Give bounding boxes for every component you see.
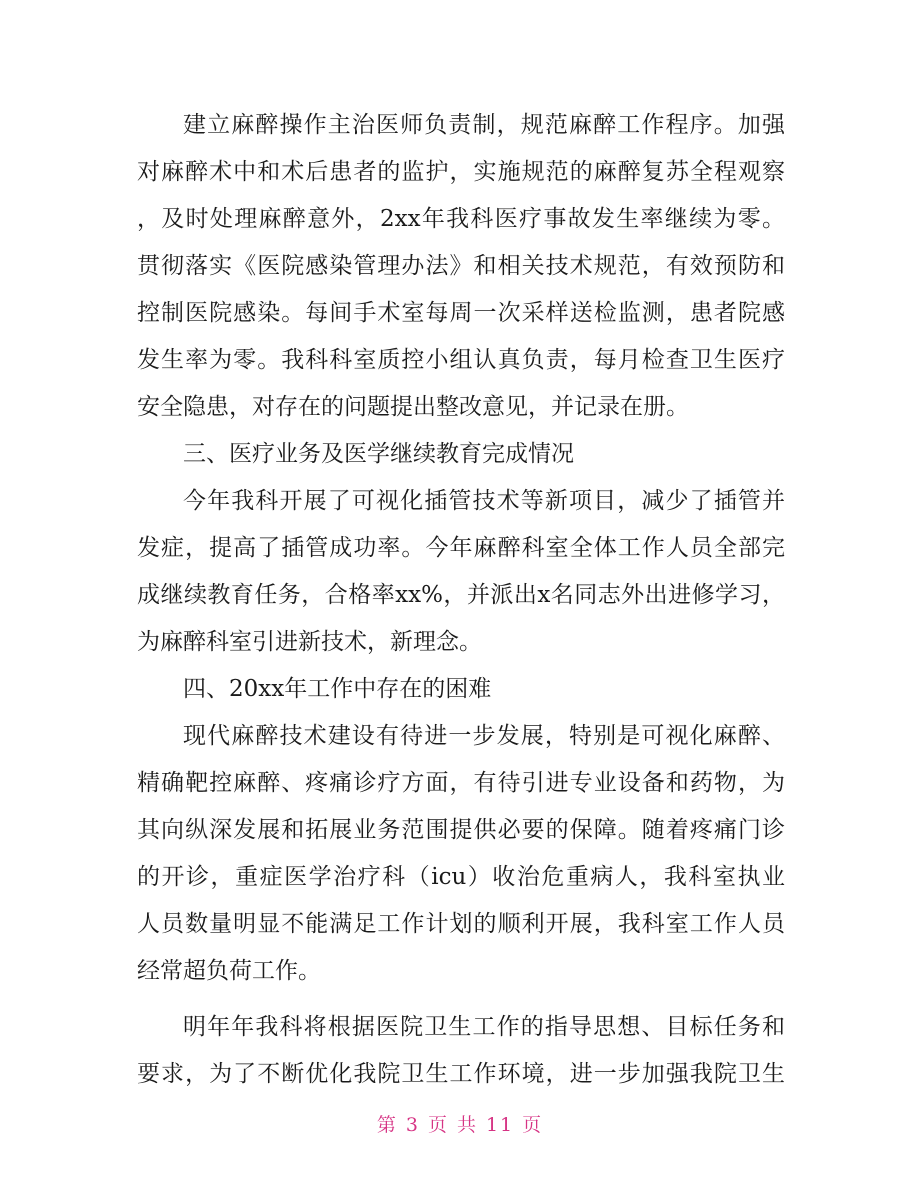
footer-page-word: 页 [427, 1114, 449, 1136]
document-body [137, 102, 785, 1098]
paragraph-line: 今年我科开展了可视化插管技术等新项目，减少了插管并 [183, 488, 785, 514]
paragraph-line: 发症，提高了插管成功率。今年麻醉科室全体工作人员全部完 [137, 535, 785, 561]
paragraph-line: 对麻醉术中和术后患者的监护，实施规范的麻醉复苏全程观察 [137, 159, 785, 185]
paragraph-line: 经常超负荷工作。 [137, 958, 321, 984]
paragraph-line: 其向纵深发展和拓展业务范围提供必要的保障。随着疼痛门诊 [137, 817, 785, 843]
paragraph-line: 的开诊，重症医学治疗科（icu）收治危重病人，我科室执业 [137, 864, 785, 890]
paragraph-line: ，及时处理麻醉意外，2xx年我科医疗事故发生率继续为零。 [137, 206, 785, 232]
footer-prefix: 第 [376, 1114, 398, 1136]
footer-suffix: 页 [522, 1114, 544, 1136]
footer-total-word: 共 [456, 1114, 478, 1136]
paragraph-line: 要求，为了不断优化我院卫生工作环境，进一步加强我院卫生 [137, 1061, 785, 1087]
paragraph-line: 贯彻落实《医院感染管理办法》和相关技术规范，有效预防和 [137, 253, 785, 279]
paragraph-line: 精确靶控麻醉、疼痛诊疗方面，有待引进专业设备和药物，为 [137, 770, 785, 796]
paragraph-line: 成继续教育任务，合格率xx%，并派出x名同志外出进修学习， [137, 582, 785, 608]
paragraph-line: 为麻醉科室引进新技术，新理念。 [137, 629, 482, 655]
total-pages-number: 11 [485, 1114, 515, 1136]
section-heading: 三、医疗业务及医学继续教育完成情况 [183, 441, 574, 467]
current-page-number: 3 [405, 1114, 420, 1136]
section-heading: 四、20xx年工作中存在的困难 [183, 676, 492, 702]
paragraph-line: 现代麻醉技术建设有待进一步发展，特别是可视化麻醉、 [183, 723, 785, 749]
paragraph-line: 发生率为零。我科科室质控小组认真负责，每月检查卫生医疗 [137, 347, 785, 373]
paragraph-line: 明年年我科将根据医院卫生工作的指导思想、目标任务和 [183, 1014, 785, 1040]
paragraph-line: 建立麻醉操作主治医师负责制，规范麻醉工作程序。加强 [183, 112, 785, 138]
page-footer [0, 1110, 920, 1137]
paragraph-line: 安全隐患，对存在的问题提出整改意见，并记录在册。 [137, 394, 689, 420]
paragraph-line: 控制医院感染。每间手术室每周一次采样送检监测，患者院感 [137, 300, 785, 326]
paragraph-line: 人员数量明显不能满足工作计划的顺利开展，我科室工作人员 [137, 911, 785, 937]
